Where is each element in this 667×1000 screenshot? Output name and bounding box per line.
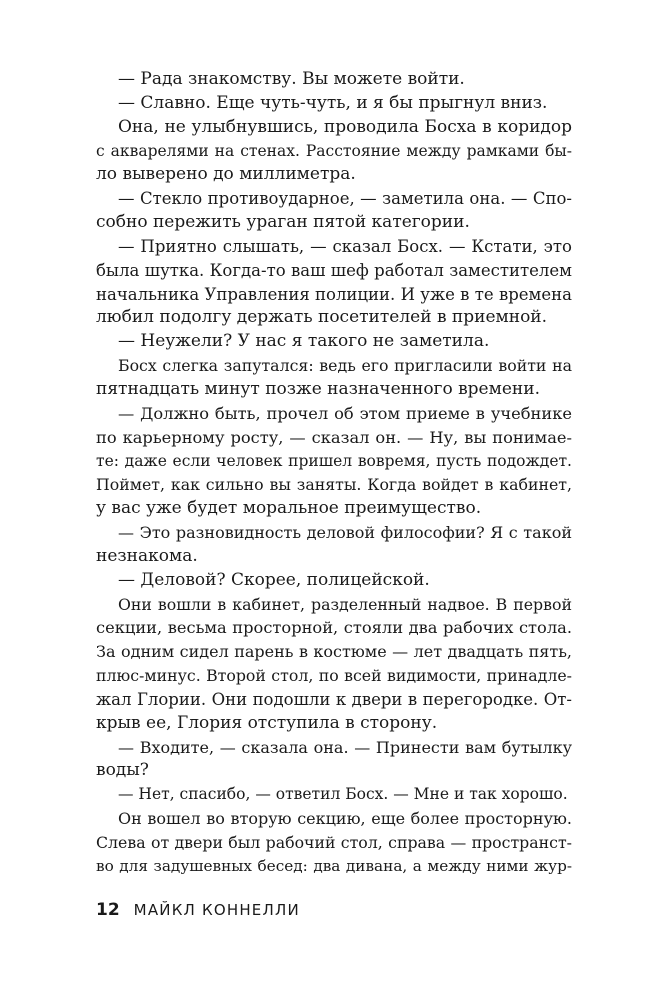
text-line: — Деловой? Скорее, полицейской. [118,569,430,590]
text-line: — Славно. Еще чуть-чуть, и я бы прыгнул вниз. [118,92,548,113]
text-line: пятнадцать минут позже назначенного времени. [96,378,540,399]
text-line: те: даже если человек пришел вовремя, пусть подождет. [96,451,572,470]
text-line: Она, не улыбнувшись, проводила Босха в коридор [118,116,572,137]
page-footer [96,900,300,924]
text-line: незнакома. [96,545,198,566]
text-line: — Это разновидность деловой философии? Я с такой [118,523,572,543]
text-line: Поймет, как сильно вы заняты. Когда войдет в кабинет, [96,475,572,495]
text-line: Они вошли в кабинет, разделенный надвое. В первой [118,594,572,614]
text-line: во для задушевных бесед: два дивана, а между ними жур- [96,856,572,875]
running-head-author: МАЙКЛ КОННЕЛЛИ [133,901,300,919]
text-line: начальника Управления полиции. И уже в те времена [96,284,572,304]
text-line: жал Глории. Они подошли к двери в перегородке. От- [96,689,572,709]
text-line: у вас уже будет моральное преимущество. [96,498,482,519]
text-line: — Нет, спасибо, — ответил Босх. — Мне и так хорошо. [118,785,568,804]
text-line: Слева от двери был рабочий стол, справа — пространст- [96,833,572,852]
text-line: с акварелями на стенах. Расстояние между рамками бы- [96,141,572,160]
page-number: 12 [96,900,120,920]
body-text [96,68,572,879]
text-line: любил подолгу держать посетителей в приемной. [96,307,548,328]
text-line: по карьерному росту, — сказал он. — Ну, вы понимае- [96,427,572,447]
text-line: — Должно быть, прочел об этом приеме в учебнике [118,403,572,423]
text-line: За одним сидел парень в костюме — лет двадцать пять, [96,642,572,662]
text-line: секции, весьма просторной, стояли два рабочих стола. [96,618,572,638]
text-line: — Приятно слышать, — сказал Босх. — Кстати, это [118,236,572,256]
text-line: — Стекло противоударное, — заметила она. — Спо- [118,189,572,209]
text-line: воды? [96,760,149,781]
text-line: плюс-минус. Второй стол, по всей видимости, принадле- [96,666,572,686]
text-line: крыв ее, Глория отступила в сторону. [96,712,438,733]
text-line: — Входите, — сказала она. — Принести вам бутылку [118,737,572,757]
text-line: была шутка. Когда-то ваш шеф работал заместителем [96,260,572,280]
text-line: собно пережить ураган пятой категории. [96,212,470,233]
text-line: — Неужели? У нас я такого не заметила. [118,331,490,352]
text-line: Он вошел во вторую секцию, еще более просторную. [118,809,572,829]
text-line: — Рада знакомству. Вы можете войти. [118,69,465,89]
text-line: ло выверено до миллиметра. [96,164,356,185]
text-line: Босх слегка запутался: ведь его пригласили войти на [118,356,572,376]
